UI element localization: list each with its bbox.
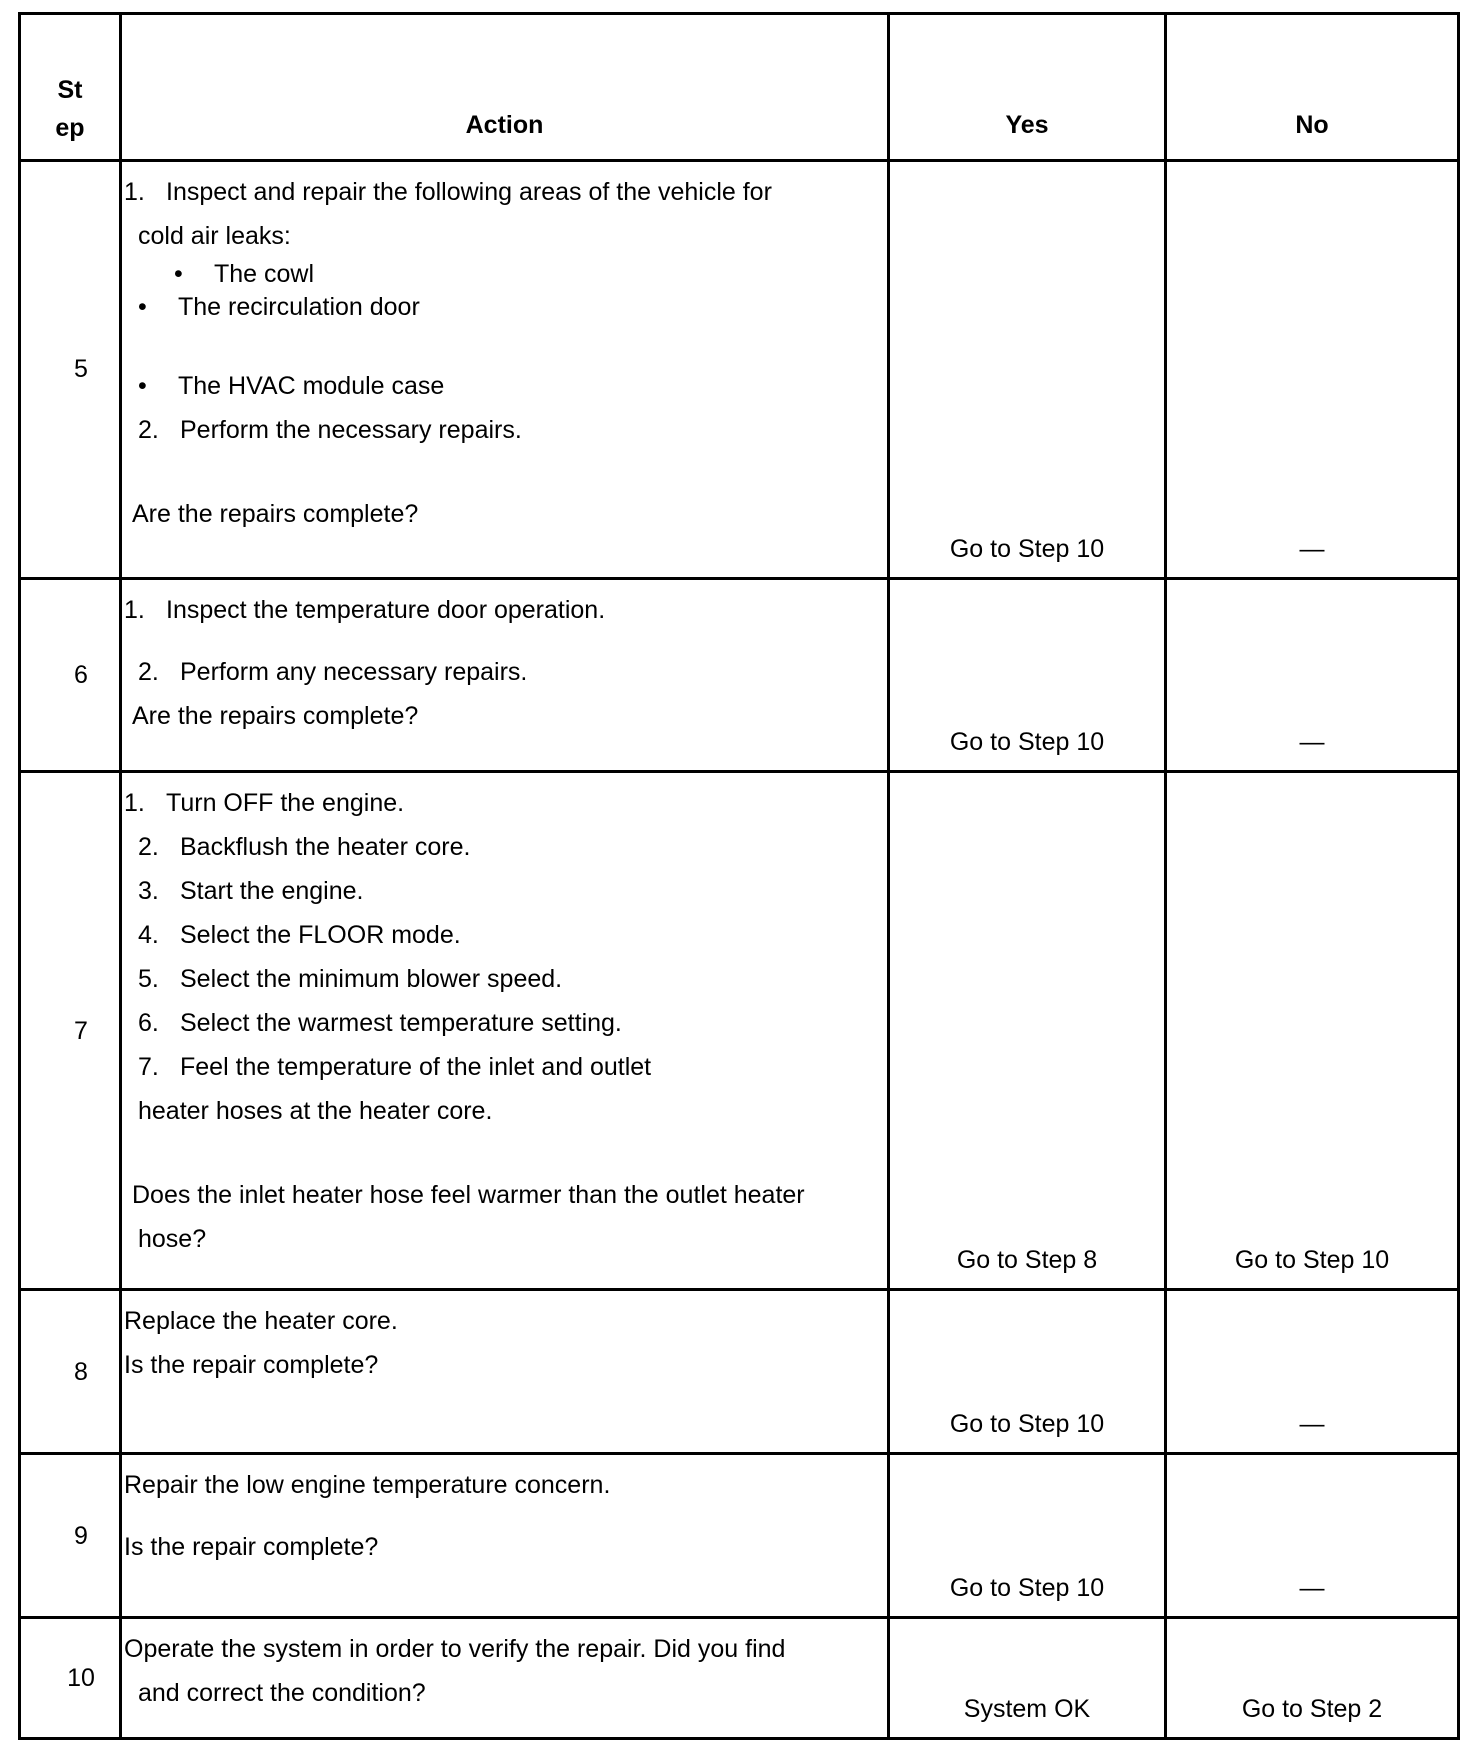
action-cell (121, 578, 889, 771)
action-question: Are the repairs complete? (132, 701, 419, 730)
action-text: Inspect and repair the following areas of the vehicle for (166, 178, 772, 206)
step-number: 8 (20, 1290, 121, 1454)
table-row (20, 1454, 1459, 1618)
no-cell: — (1166, 1454, 1459, 1618)
list-number: 1. (124, 178, 145, 206)
action-text: heater hoses at the heater core. (138, 1096, 493, 1125)
step-number: 10 (20, 1618, 121, 1739)
action-column-header: Action (121, 14, 889, 161)
list-number: 7. (138, 1052, 159, 1081)
table-row (20, 771, 1459, 1289)
list-number: 2. (138, 657, 159, 686)
action-text: Replace the heater core. (124, 1307, 398, 1336)
action-question: Does the inlet heater hose feel warmer than the outlet heater (132, 1180, 805, 1209)
yes-cell: Go to Step 10 (889, 161, 1166, 579)
action-text: cold air leaks: (138, 222, 291, 250)
yes-cell: Go to Step 8 (889, 771, 1166, 1289)
action-question: and correct the condition? (138, 1679, 426, 1708)
yes-cell: Go to Step 10 (889, 1454, 1166, 1618)
step-header-line-2: ep (55, 114, 85, 142)
action-cell (121, 1454, 889, 1618)
action-cell (121, 161, 889, 579)
action-question: Are the repairs complete? (132, 500, 419, 528)
bullet: • (138, 372, 147, 400)
action-text: Inspect the temperature door operation. (166, 595, 606, 624)
action-text: Feel the temperature of the inlet and outlet (180, 1052, 652, 1081)
action-text: Repair the low engine temperature concern. (124, 1471, 611, 1500)
step-number: 5 (20, 161, 121, 579)
action-cell (121, 1618, 889, 1739)
action-text: The cowl (214, 260, 315, 288)
step-number: 6 (20, 578, 121, 771)
action-question: Is the repair complete? (124, 1533, 379, 1562)
action-text: Turn OFF the engine. (166, 788, 405, 817)
step-number: 7 (20, 771, 121, 1289)
action-text: The HVAC module case (178, 372, 445, 400)
action-question: Operate the system in order to verify the repair. Did you find (124, 1635, 786, 1664)
step-header-line-1: St (57, 76, 83, 104)
list-number: 6. (138, 1008, 159, 1037)
yes-cell: Go to Step 10 (889, 1290, 1166, 1454)
table-row (20, 1290, 1459, 1454)
table-row (20, 1618, 1459, 1739)
list-number: 5. (138, 964, 159, 993)
action-question: Is the repair complete? (124, 1351, 379, 1380)
step-number: 9 (20, 1454, 121, 1618)
no-column-header: No (1166, 14, 1459, 161)
header-row (20, 14, 1459, 161)
table-row (20, 161, 1459, 579)
action-text: The recirculation door (178, 293, 420, 321)
list-number: 3. (138, 876, 159, 905)
action-cell (121, 1290, 889, 1454)
no-cell: Go to Step 2 (1166, 1618, 1459, 1739)
no-cell: — (1166, 578, 1459, 771)
action-text: Select the FLOOR mode. (180, 920, 461, 949)
no-cell: — (1166, 1290, 1459, 1454)
action-text: Backflush the heater core. (180, 832, 471, 861)
list-number: 2. (138, 416, 159, 444)
action-text: Select the minimum blower speed. (180, 964, 563, 993)
bullet: • (138, 293, 147, 321)
step-column-header (20, 14, 121, 161)
list-number: 1. (124, 788, 145, 817)
action-question: hose? (138, 1224, 207, 1253)
yes-cell: System OK (889, 1618, 1166, 1739)
bullet: • (174, 260, 183, 288)
action-text: Start the engine. (180, 876, 364, 905)
action-cell (121, 771, 889, 1289)
list-number: 1. (124, 595, 145, 624)
list-number: 4. (138, 920, 159, 949)
no-cell: — (1166, 161, 1459, 579)
yes-column-header: Yes (889, 14, 1166, 161)
list-number: 2. (138, 832, 159, 861)
table-row (20, 578, 1459, 771)
action-text: Perform any necessary repairs. (180, 657, 528, 686)
no-cell: Go to Step 10 (1166, 771, 1459, 1289)
diagnostic-table (18, 12, 1460, 1740)
action-text: Select the warmest temperature setting. (180, 1008, 622, 1037)
yes-cell: Go to Step 10 (889, 578, 1166, 771)
action-text: Perform the necessary repairs. (180, 416, 522, 444)
